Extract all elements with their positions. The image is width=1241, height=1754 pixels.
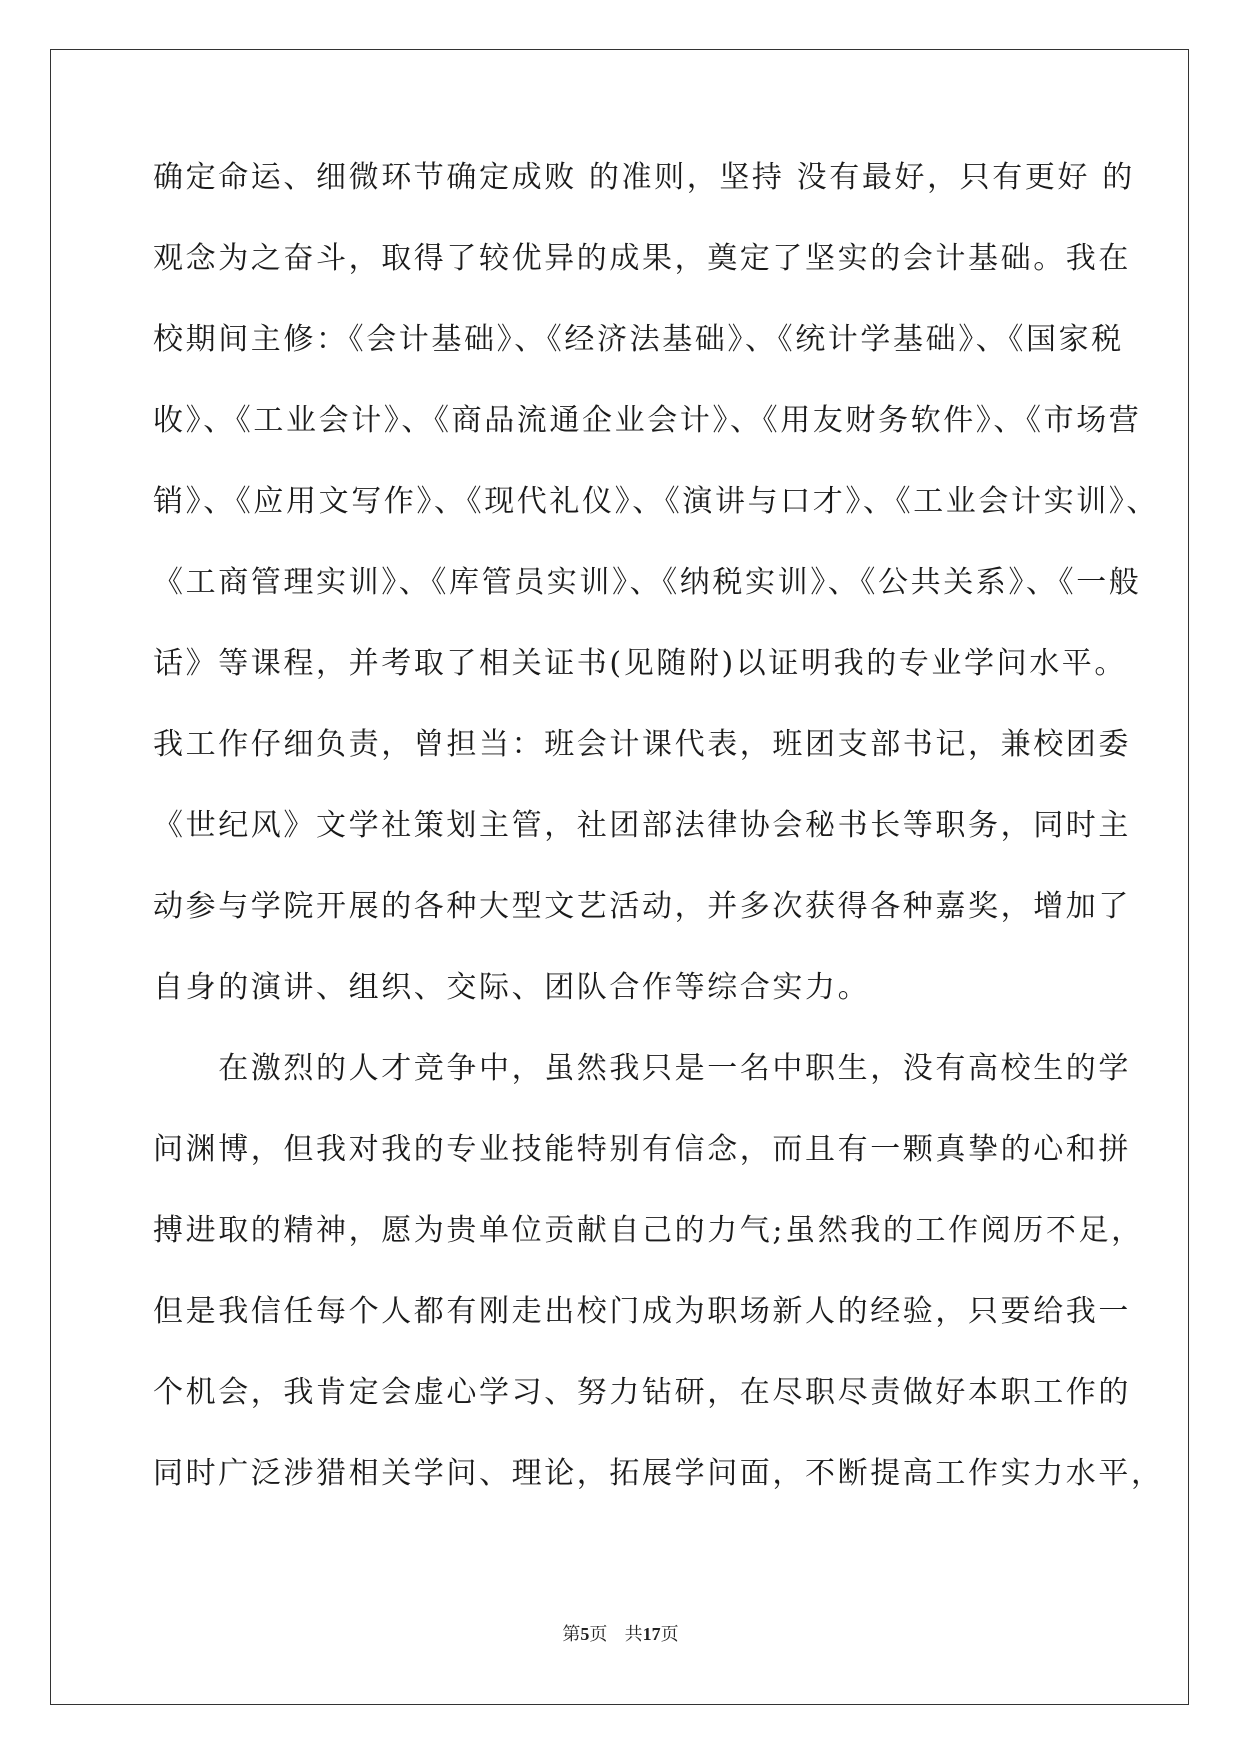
text-line: 观念为之奋斗，取得了较优异的成果，奠定了坚实的会计基础。我在	[153, 241, 1131, 276]
text-line: 自身的演讲、组织、交际、团队合作等综合实力。	[153, 970, 871, 1005]
text-line: 个机会，我肯定会虚心学习、努力钻研，在尽职尽责做好本职工作的	[153, 1375, 1131, 1410]
text-line: 同时广泛涉猎相关学问、理论，拓展学问面，不断提高工作实力水平，	[153, 1456, 1164, 1491]
total-unit: 页	[660, 1624, 679, 1645]
body-text	[153, 160, 1164, 1537]
text-line: 话》等课程，并考取了相关证书(见随附)以证明我的专业学问水平。	[153, 646, 1128, 681]
page-unit: 页	[589, 1624, 608, 1645]
text-line: 校期间主修：《会计基础》、《经济法基础》、《统计学基础》、《国家税	[153, 322, 1124, 357]
text-line: 《世纪风》文学社策划主管，社团部法律协会秘书长等职务，同时主	[153, 808, 1131, 843]
text-line: 问渊博，但我对我的专业技能特别有信念，而且有一颗真挚的心和拼	[153, 1132, 1131, 1167]
text-line: 在激烈的人才竞争中，虽然我只是一名中职生，没有高校生的学	[153, 1051, 1131, 1086]
text-line: 搏进取的精神，愿为贵单位贡献自己的力气;虽然我的工作阅历不足，	[153, 1213, 1144, 1248]
text-line: 收》、《工业会计》、《商品流通企业会计》、《用友财务软件》、《市场营	[153, 403, 1142, 438]
text-line: 动参与学院开展的各种大型文艺活动，并多次获得各种嘉奖，增加了	[153, 889, 1131, 924]
text-line: 《工商管理实训》、《库管员实训》、《纳税实训》、《公共关系》、《一般	[153, 565, 1142, 600]
text-line: 销》、《应用文写作》、《现代礼仪》、《演讲与口才》、《工业会计实训》、	[153, 484, 1159, 519]
page-prefix: 第	[562, 1624, 581, 1645]
text-line: 确定命运、细微环节确定成败 的准则，坚持 没有最好，只有更好 的	[153, 160, 1135, 195]
total-prefix: 共	[624, 1624, 643, 1645]
text-line: 我工作仔细负责，曾担当：班会计课代表，班团支部书记，兼校团委	[153, 727, 1131, 762]
page-total: 17	[642, 1624, 661, 1644]
text-line: 但是我信任每个人都有刚走出校门成为职场新人的经验，只要给我一	[153, 1294, 1131, 1329]
page-number-footer	[0, 1620, 1241, 1646]
page-current: 5	[580, 1624, 590, 1644]
